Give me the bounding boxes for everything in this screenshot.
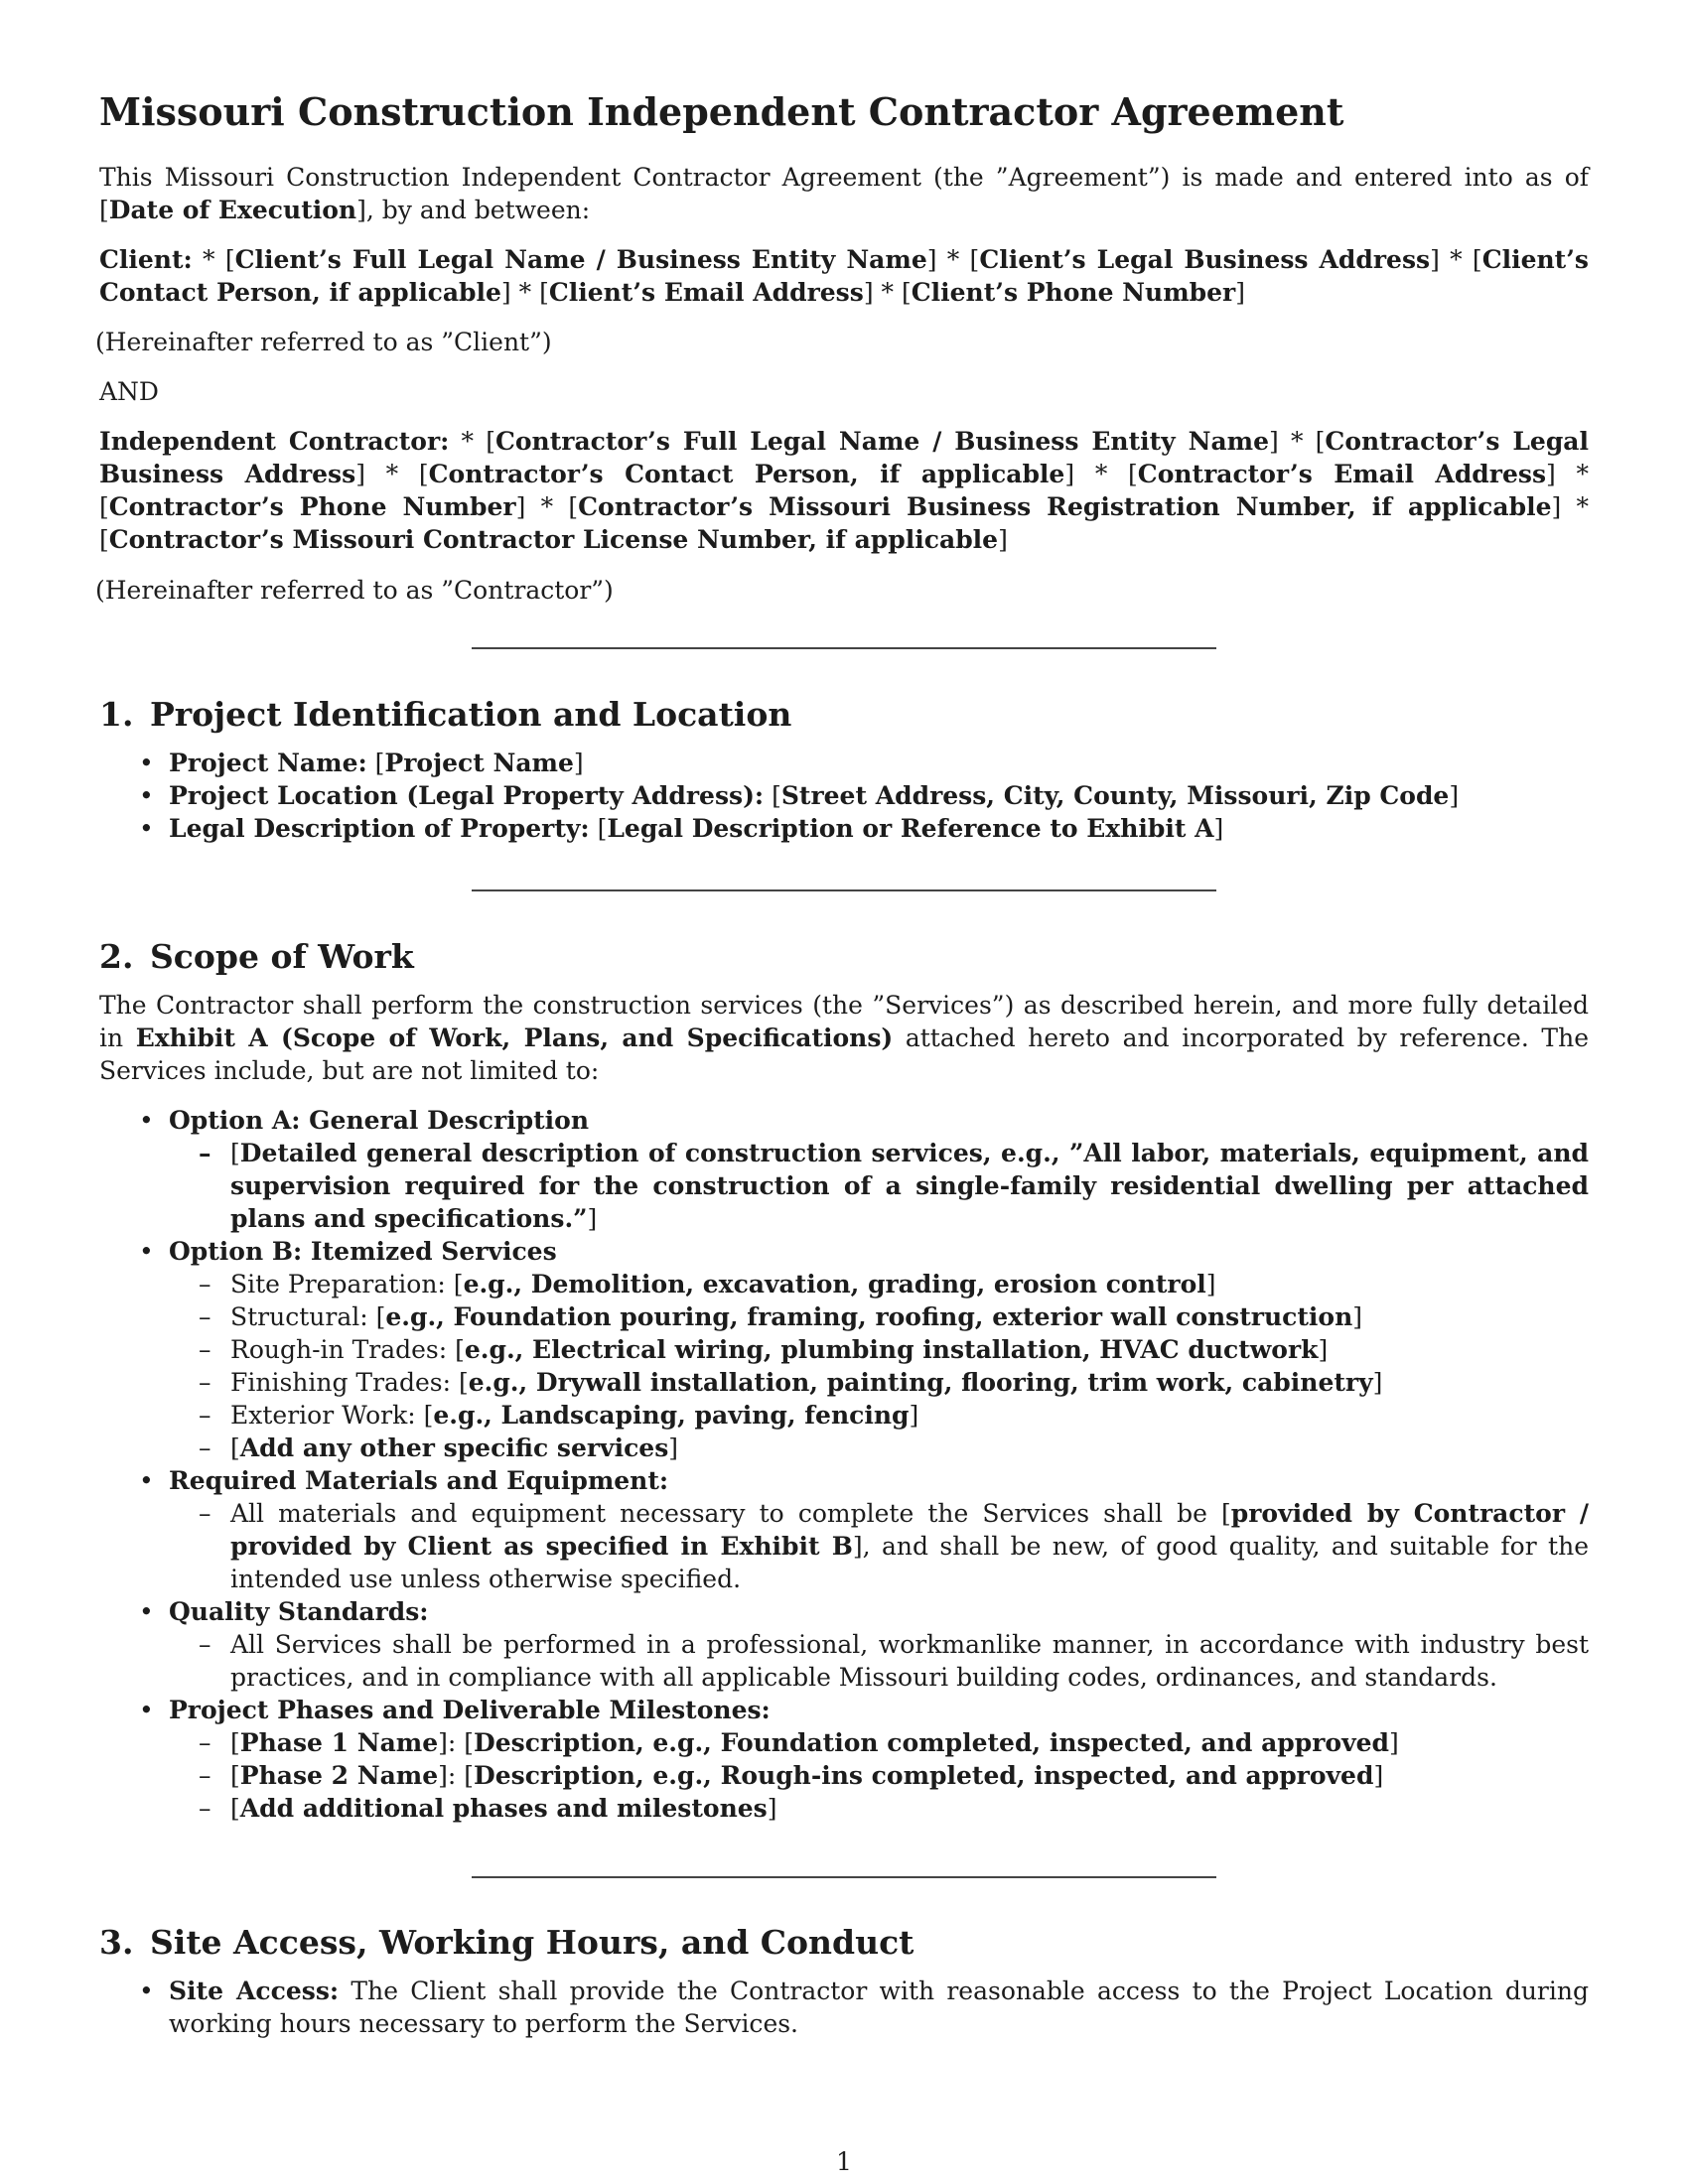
option-a-description: – [Detailed general description of construction services, e.g., ”All labor, materials, equipment, and supervision required for the construction of a single-family residential dwelling per attached plans and specifications.”] <box>99 1137 1589 1235</box>
section-3-heading: 3. Site Access, Working Hours, and Conduct <box>99 1923 914 1962</box>
option-b-item: • Option B: Itemized Services – Site Preparation: [e.g., Demolition, excavation, grading, erosion control] – Structural: [e.g., Foundation pouring, framing, roofing, exterior wall construction] – Rough-in Trades: [e.g., Electrical wiring, plumbing installation, HVAC ductwork] – Finishing Trades: [e.g., Drywall installation, painting, flooring, trim work, cabinetry] – Exterior Work: [e.g., Landscaping, paving, fencing] – [Add any other specific services] <box>99 1235 1589 1464</box>
section-3-list <box>99 1975 1589 2040</box>
divider <box>472 1876 1216 1878</box>
client-email-field: Client’s Email Address <box>548 278 864 307</box>
contractor-label: Independent Contractor: <box>99 427 450 456</box>
client-phone-field: Client’s Phone Number <box>911 278 1236 307</box>
option-a-item: • Option A: General Description – [Detailed general description of construction services, e.g., ”All labor, materials, equipment, and supervision required for the construction of a single-family residential dwelling per attached plans and specifications.”] <box>99 1104 1589 1235</box>
list-item: – Site Preparation: [e.g., Demolition, excavation, grading, erosion control] <box>99 1268 1589 1300</box>
divider <box>472 889 1216 891</box>
section-3 <box>99 1923 1589 2040</box>
section-1-heading: 1. Project Identification and Location <box>99 695 792 734</box>
list-item: – Exterior Work: [e.g., Landscaping, paving, fencing] <box>99 1399 1589 1432</box>
client-label: Client: <box>99 245 193 274</box>
contractor-block: Independent Contractor: * [Contractor’s Full Legal Name / Business Entity Name] * [Contractor’s Legal Business Address] * [Contractor’s Contact Person, if applicable] * [Contractor’s Email Address] * [Contractor’s Phone Number] * [Contractor’s Missouri Business Registration Number, if applicable] * [Contractor’s Missouri Contractor License Number, if applicable] <box>99 427 1590 554</box>
list-item: – [Add any other specific services] <box>99 1432 1589 1464</box>
phases-item: • Project Phases and Deliverable Milestones: – [Phase 1 Name]: [Description, e.g., Foundation completed, inspected, and approved] – [Phase 2 Name]: [Description, e.g., Rough-ins completed, inspected, and approved] – [Add additional phases and milestones] <box>99 1694 1589 1825</box>
contractor-registration-field: Contractor’s Missouri Business Registration Number, if applicable <box>578 492 1552 521</box>
list-item: – [Phase 1 Name]: [Description, e.g., Foundation completed, inspected, and approved] <box>99 1726 1589 1759</box>
contractor-address-field: Contractor’s Legal Business Address <box>99 427 1589 488</box>
list-item: • Legal Description of Property: [Legal Description or Reference to Exhibit A] <box>99 812 1589 845</box>
materials-item: • Required Materials and Equipment: – All materials and equipment necessary to complete the Services shall be [provided by Contractor / provided by Client as specified in Exhibit B], and shall be new, of good quality, and suitable for the intended use unless otherwise specified. <box>99 1464 1589 1595</box>
client-contact-field: Client’s Contact Person, if applicable <box>99 245 1589 307</box>
list-item: – Structural: [e.g., Foundation pouring, framing, roofing, exterior wall construction] <box>99 1300 1589 1333</box>
and-text: AND <box>99 377 159 406</box>
list-item: • Site Access: The Client shall provide the Contractor with reasonable access to the Project Location during working hours necessary to perform the Services. <box>99 1975 1589 2040</box>
quality-description: – All Services shall be performed in a professional, workmanlike manner, in accordance with industry best practices, and in compliance with all applicable Missouri building codes, ordinances, and standards. <box>99 1628 1589 1694</box>
client-block: Client: * [Client’s Full Legal Name / Business Entity Name] * [Client’s Legal Business Address] * [Client’s Contact Person, if applicable] * [Client’s Email Address] * [Client’s Phone Number] <box>99 245 1589 307</box>
date-placeholder: Date of Execution <box>108 196 357 224</box>
contractor-email-field: Contractor’s Email Address <box>1137 460 1547 488</box>
list-item: • Project Name: [Project Name] <box>99 747 1589 779</box>
section-2-list <box>99 1104 1589 1825</box>
list-item: – Rough-in Trades: [e.g., Electrical wiring, plumbing installation, HVAC ductwork] <box>99 1333 1589 1366</box>
section-2-intro: The Contractor shall perform the construction services (the ”Services”) as described herein, and more fully detailed in Exhibit A (Scope of Work, Plans, and Specifications) attached hereto and incorporated by reference. The Services include, but are not limited to: <box>99 991 1589 1085</box>
document-page <box>95 0 1590 2184</box>
contractor-phone-field: Contractor’s Phone Number <box>108 492 516 521</box>
list-item: – [Add additional phases and milestones] <box>99 1792 1589 1825</box>
materials-description: – All materials and equipment necessary to complete the Services shall be [provided by Contractor / provided by Client as specified in Exhibit B], and shall be new, of good quality, and suitable for the intended use unless otherwise specified. <box>99 1497 1589 1595</box>
client-address-field: Client’s Legal Business Address <box>979 245 1431 274</box>
intro-text-end: ], by and between: <box>356 196 591 224</box>
contractor-hereinafter: (Hereinafter referred to as ”Contractor”) <box>95 576 614 605</box>
quality-item: • Quality Standards: – All Services shall be performed in a professional, workmanlike manner, in accordance with industry best practices, and in compliance with all applicable Missouri building codes, ordinances, and standards. <box>99 1595 1589 1694</box>
contractor-license-field: Contractor’s Missouri Contractor License Number, if applicable <box>108 525 999 554</box>
list-item: • Project Location (Legal Property Address): [Street Address, City, County, Missouri, Zip Code] <box>99 779 1589 812</box>
intro-paragraph <box>99 161 1589 226</box>
page-number: 1 <box>836 2147 852 2176</box>
client-hereinafter: (Hereinafter referred to as ”Client”) <box>95 328 552 356</box>
client-name-field: Client’s Full Legal Name / Business Entity Name <box>234 245 927 274</box>
section-1-list <box>99 747 1589 845</box>
document-title: Missouri Construction Independent Contractor Agreement <box>99 89 1344 134</box>
divider <box>472 647 1216 649</box>
intro-text: This Missouri Construction Independent Contractor Agreement (the ”Agreement”) is made and entered into as of [ <box>99 163 1589 224</box>
section-2-heading: 2. Scope of Work <box>99 937 414 976</box>
exhibit-a-reference: Exhibit A (Scope of Work, Plans, and Specifications) <box>135 1024 894 1052</box>
list-item: – [Phase 2 Name]: [Description, e.g., Rough-ins completed, inspected, and approved] <box>99 1759 1589 1792</box>
contractor-contact-field: Contractor’s Contact Person, if applicable <box>428 460 1065 488</box>
list-item: – Finishing Trades: [e.g., Drywall installation, painting, flooring, trim work, cabinetry] <box>99 1366 1589 1399</box>
contractor-name-field: Contractor’s Full Legal Name / Business Entity Name <box>494 427 1270 456</box>
section-1 <box>99 695 1589 845</box>
section-2 <box>99 937 1589 1825</box>
